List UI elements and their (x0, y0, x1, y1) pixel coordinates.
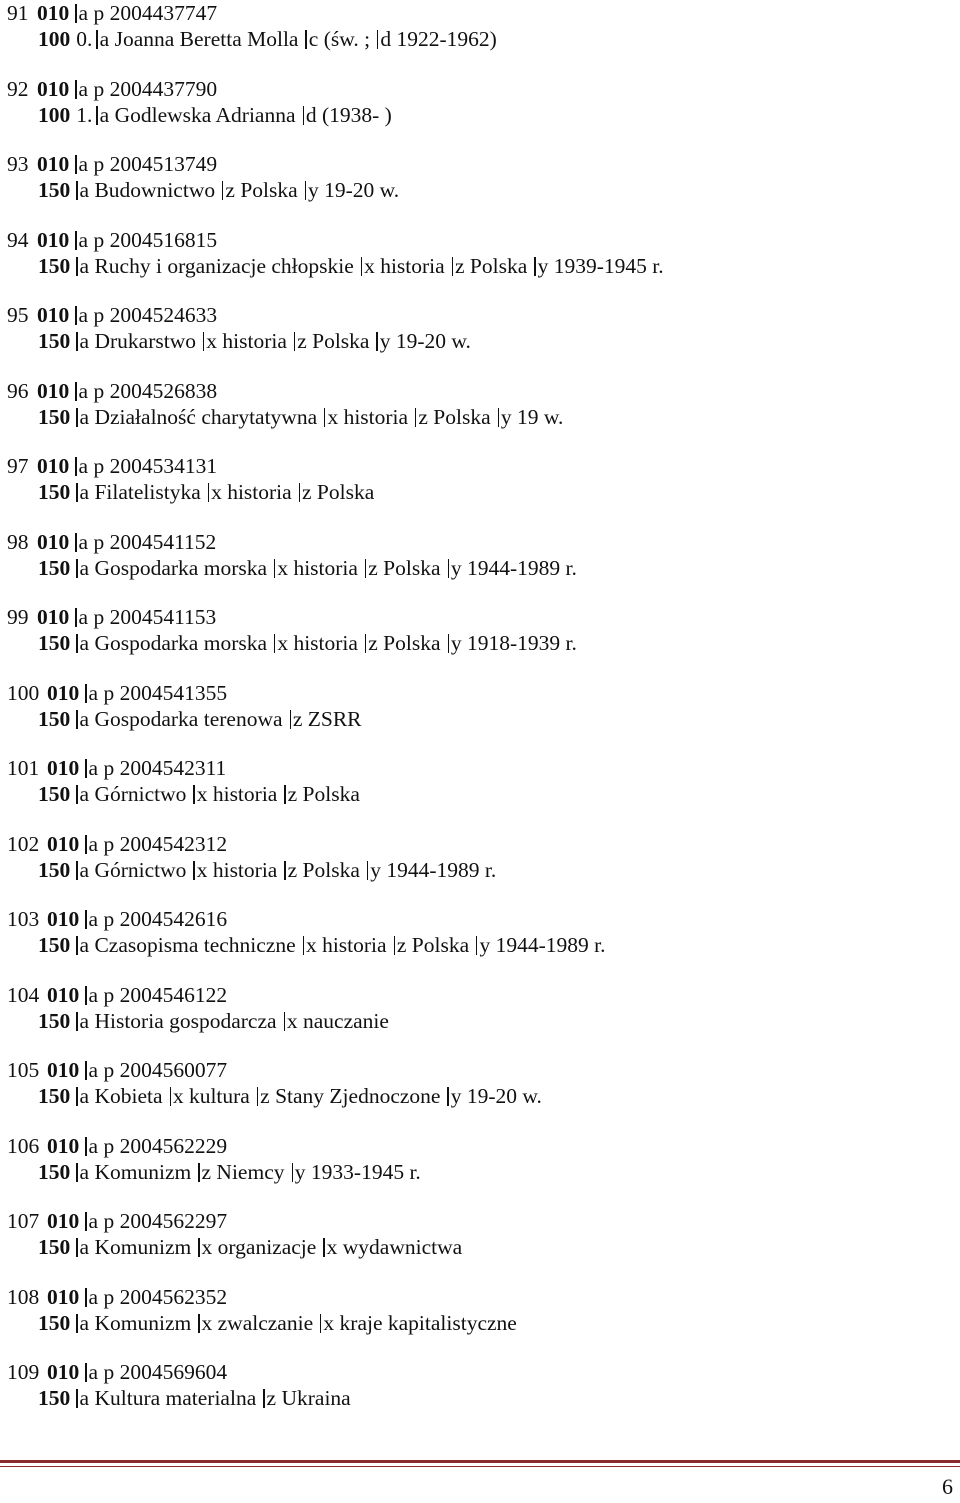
subfield: y 1944-1989 r. (476, 933, 605, 957)
subfield: z Niemcy (198, 1160, 284, 1184)
subfield: x historia (324, 405, 408, 429)
record-item (0, 227, 960, 303)
field-tag: 150 (38, 1310, 71, 1335)
subfield: d (1938- ) (303, 103, 392, 127)
subfield: y 1944-1989 r. (448, 556, 577, 580)
field-tag: 010 (47, 1284, 80, 1309)
field-tag: 150 (38, 933, 71, 957)
subfield: a p 2004437747 (75, 1, 217, 25)
record-control-field (0, 982, 960, 1008)
subfield: a Kobieta (76, 1084, 162, 1108)
field-tag: 150 (38, 857, 71, 882)
subfield: y 19-20 w. (447, 1084, 541, 1108)
subfield: a p 2004542311 (85, 756, 226, 780)
field-tag: 010 (37, 76, 70, 101)
record-heading-field (0, 479, 960, 505)
subfield: a Historia gospodarcza (76, 1009, 276, 1033)
field-tag: 010 (47, 1209, 80, 1233)
field-tag: 010 (37, 227, 70, 252)
subfield: z Polska (452, 254, 528, 278)
subfield: x zwalczanie (198, 1311, 313, 1335)
subfield: a p 2004542616 (85, 907, 227, 931)
field-tag: 010 (37, 454, 70, 478)
record-number: 94 (7, 227, 29, 252)
record-heading-field (0, 1310, 960, 1336)
record-number: 101 (7, 756, 40, 780)
subfield: y 1918-1939 r. (448, 631, 577, 655)
subfield: x kultura (170, 1084, 250, 1108)
record-heading-field (0, 26, 960, 52)
subfield: x kraje kapitalistyczne (320, 1311, 517, 1335)
field-tag: 010 (37, 152, 70, 176)
field-tag: 150 (38, 329, 71, 353)
record-number: 108 (7, 1284, 40, 1309)
subfield: z Polska (284, 782, 360, 806)
subfield: a p 2004541152 (75, 530, 216, 554)
subfield: a Kultura materialna (76, 1386, 256, 1410)
record-number: 98 (7, 529, 29, 554)
field-tag: 150 (38, 178, 71, 202)
subfield: a p 2004562352 (85, 1285, 227, 1309)
record-control-field (0, 302, 960, 328)
record-heading-field (0, 253, 960, 279)
record-number: 109 (7, 1360, 40, 1384)
field-tag: 150 (38, 631, 71, 655)
record-heading-field (0, 1385, 960, 1411)
record-number: 97 (7, 454, 29, 478)
field-tag: 150 (38, 1235, 71, 1259)
subfield: a Komunizm (76, 1235, 191, 1259)
record-control-field (0, 76, 960, 102)
record-heading-field (0, 102, 960, 128)
record-control-field (0, 906, 960, 932)
subfield: a Czasopisma techniczne (76, 933, 295, 957)
subfield: x historia (203, 329, 287, 353)
subfield: a Działalność charytatywna (76, 405, 317, 429)
field-tag: 010 (47, 1360, 80, 1384)
subfield: a Godlewska Adrianna (96, 103, 295, 127)
record-item (0, 0, 960, 76)
subfield: a Budownictwo (76, 178, 215, 202)
field-tag: 010 (37, 529, 70, 554)
subfield: z Polska (294, 329, 370, 353)
field-tag: 010 (47, 982, 80, 1007)
subfield: a Komunizm (76, 1311, 191, 1335)
record-item (0, 1057, 960, 1133)
field-tag: 010 (37, 1, 70, 25)
record-number: 92 (7, 76, 29, 101)
subfield: x wydawnictwa (323, 1235, 462, 1259)
subfield: a Gospodarka morska (76, 631, 267, 655)
subfield: z Polska (415, 405, 491, 429)
record-control-field (0, 529, 960, 555)
subfield: y 1933-1945 r. (292, 1160, 421, 1184)
record-number: 102 (7, 831, 40, 856)
subfield: a Filatelistyka (76, 480, 201, 504)
record-heading-field (0, 1008, 960, 1034)
record-heading-field (0, 630, 960, 656)
subfield: z Polska (284, 858, 360, 882)
record-control-field (0, 378, 960, 404)
record-item (0, 680, 960, 756)
subfield: x historia (193, 782, 277, 806)
subfield: x historia (274, 631, 358, 655)
record-heading-field (0, 555, 960, 581)
field-tag: 010 (37, 605, 70, 629)
field-tag: 150 (38, 1386, 71, 1410)
record-heading-field (0, 404, 960, 430)
subfield: z Polska (222, 178, 298, 202)
record-number: 106 (7, 1133, 40, 1158)
field-tag: 010 (47, 680, 80, 705)
footer-rule (0, 1460, 960, 1463)
record-item (0, 1284, 960, 1360)
subfield: y 19 w. (498, 405, 564, 429)
field-tag: 150 (38, 782, 71, 806)
field-tag: 100 (38, 27, 71, 51)
field-tag: 010 (47, 756, 80, 780)
subfield: x nauczanie (284, 1009, 389, 1033)
field-tag: 150 (38, 1159, 71, 1184)
record-item (0, 378, 960, 454)
subfield: a p 2004526838 (75, 379, 217, 403)
record-item (0, 604, 960, 680)
field-indicator: 0. (76, 27, 93, 51)
subfield: z ZSRR (290, 707, 362, 731)
record-number: 107 (7, 1209, 40, 1233)
subfield: a p 2004546122 (85, 983, 227, 1007)
record-number: 104 (7, 982, 40, 1007)
record-heading-field (0, 706, 960, 732)
record-item (0, 151, 960, 227)
record-control-field (0, 0, 960, 26)
field-tag: 150 (38, 253, 71, 278)
subfield: a p 2004560077 (85, 1058, 227, 1082)
field-tag: 010 (47, 831, 80, 856)
subfield: a Gospodarka morska (76, 556, 267, 580)
record-control-field (0, 755, 960, 781)
field-tag: 150 (38, 404, 71, 429)
field-indicator: 1. (76, 102, 93, 127)
subfield: a Gospodarka terenowa (76, 707, 282, 731)
record-item (0, 529, 960, 605)
subfield: z Polska (365, 556, 441, 580)
field-tag: 150 (38, 706, 71, 731)
subfield: a p 2004513749 (75, 152, 217, 176)
record-item (0, 302, 960, 378)
subfield: a p 2004541153 (75, 605, 216, 629)
subfield: y 1944-1989 r. (367, 858, 496, 882)
subfield: a p 2004524633 (75, 303, 217, 327)
record-heading-field (0, 1159, 960, 1185)
subfield: a Drukarstwo (76, 329, 196, 353)
subfield: x historia (303, 933, 387, 957)
record-control-field (0, 680, 960, 706)
record-item (0, 982, 960, 1058)
subfield: a Ruchy i organizacje chłopskie (76, 254, 354, 278)
record-number: 93 (7, 152, 29, 176)
record-heading-field (0, 1234, 960, 1260)
subfield: a p 2004542312 (85, 832, 227, 856)
subfield: a p 2004437790 (75, 77, 217, 101)
page-number: 6 (942, 1474, 953, 1499)
record-control-field (0, 1133, 960, 1159)
record-item (0, 76, 960, 152)
record-control-field (0, 227, 960, 253)
subfield: x historia (361, 254, 445, 278)
subfield: z Polska (365, 631, 441, 655)
subfield: y 19-20 w. (376, 329, 470, 353)
subfield: z Polska (299, 480, 375, 504)
field-tag: 150 (38, 555, 71, 580)
record-number: 103 (7, 907, 40, 931)
record-number: 99 (7, 605, 29, 629)
record-item (0, 906, 960, 982)
field-tag: 150 (38, 480, 71, 504)
subfield: a p 2004569604 (85, 1360, 227, 1384)
subfield: c (św. ; (305, 27, 370, 51)
record-control-field (0, 831, 960, 857)
record-number: 96 (7, 378, 29, 403)
subfield: a Górnictwo (76, 858, 186, 882)
record-heading-field (0, 1083, 960, 1109)
field-tag: 100 (38, 102, 71, 127)
subfield: a Joanna Beretta Molla (96, 27, 298, 51)
record-item (0, 1208, 960, 1284)
field-tag: 010 (37, 303, 70, 327)
record-heading-field (0, 177, 960, 203)
subfield: d 1922-1962) (377, 27, 497, 51)
subfield: x organizacje (198, 1235, 316, 1259)
subfield: x historia (274, 556, 358, 580)
subfield: a p 2004516815 (75, 228, 217, 252)
record-item (0, 831, 960, 907)
record-control-field (0, 1359, 960, 1385)
subfield: a p 2004534131 (75, 454, 217, 478)
field-tag: 010 (47, 1133, 80, 1158)
record-number: 95 (7, 303, 29, 327)
record-item (0, 453, 960, 529)
field-tag: 010 (47, 1058, 80, 1082)
subfield: a p 2004541355 (85, 681, 227, 705)
subfield: z Stany Zjednoczone (257, 1084, 441, 1108)
record-control-field (0, 151, 960, 177)
record-item (0, 755, 960, 831)
record-heading-field (0, 328, 960, 354)
record-control-field (0, 1057, 960, 1083)
subfield: z Ukraina (263, 1386, 350, 1410)
record-control-field (0, 604, 960, 630)
subfield: a Komunizm (76, 1160, 191, 1184)
subfield: a p 2004562229 (85, 1134, 227, 1158)
field-tag: 150 (38, 1008, 71, 1033)
subfield: z Polska (394, 933, 470, 957)
field-tag: 010 (47, 907, 80, 931)
record-number: 105 (7, 1058, 40, 1082)
record-item (0, 1133, 960, 1209)
record-control-field (0, 1284, 960, 1310)
record-number: 100 (7, 680, 40, 705)
footer-rule-thin (0, 1466, 960, 1467)
record-control-field (0, 453, 960, 479)
subfield: a p 2004562297 (85, 1209, 227, 1233)
record-heading-field (0, 857, 960, 883)
subfield: y 19-20 w. (305, 178, 399, 202)
field-tag: 010 (37, 378, 70, 403)
field-tag: 150 (38, 1084, 71, 1108)
subfield: x historia (193, 858, 277, 882)
record-heading-field (0, 781, 960, 807)
record-number: 91 (7, 1, 29, 25)
record-item (0, 1359, 960, 1435)
subfield: x historia (208, 480, 292, 504)
subfield: a Górnictwo (76, 782, 186, 806)
record-heading-field (0, 932, 960, 958)
record-control-field (0, 1208, 960, 1234)
subfield: y 1939-1945 r. (534, 254, 663, 278)
